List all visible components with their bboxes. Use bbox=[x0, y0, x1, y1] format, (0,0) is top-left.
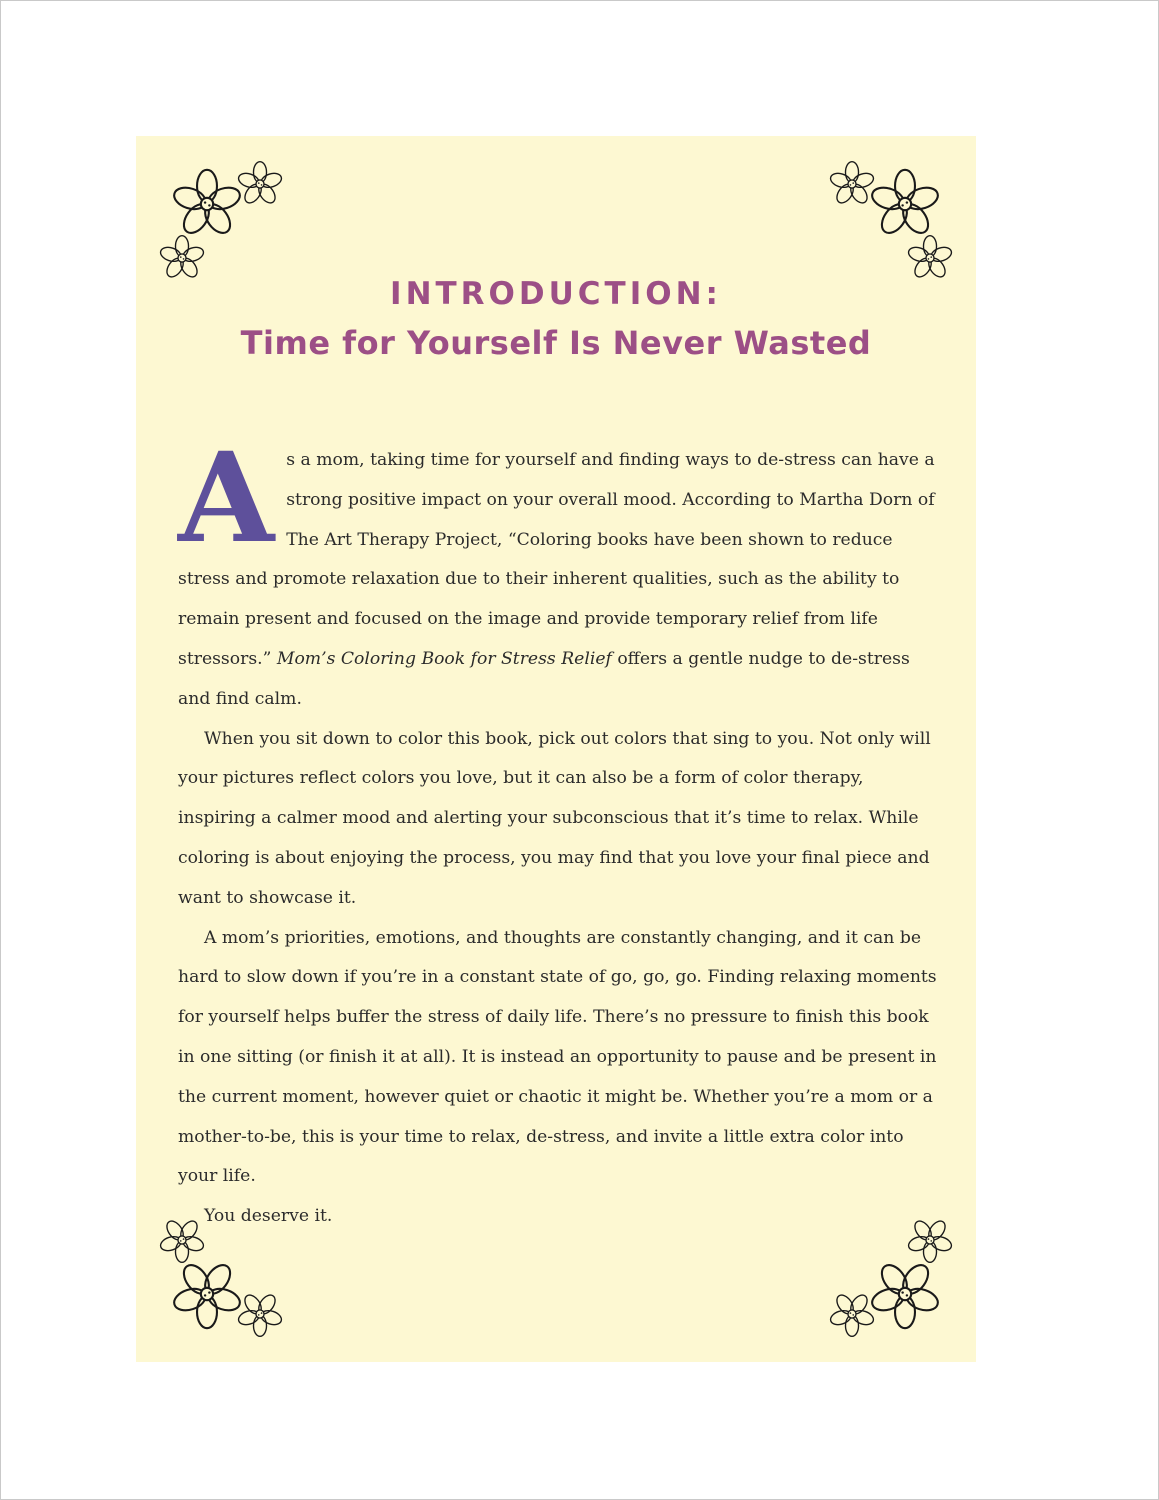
paragraph-text: offers a gentle nudge to de-stress and find calm. bbox=[178, 648, 910, 709]
intro-panel bbox=[136, 136, 976, 1362]
paragraph: When you sit down to color this book, pick out colors that sing to you. Not only will your pictures reflect colors you love, but it can also be a form of color therapy, inspiring a calmer mood and alerting your subconscious that it’s time to relax. While coloring is about enjoying the process, you may find that you love your final piece and want to showcase it. bbox=[178, 728, 931, 908]
paragraph: A mom’s priorities, emotions, and thoughts are constantly changing, and it can be hard to slow down if you’re in a constant state of go, go, go. Finding relaxing moments for yourself helps buffer the stress of daily life. There’s no pressure to finish this book in one sitting (or finish it at all). It is instead an opportunity to pause and be present in the current moment, however quiet or chaotic it might be. Whether you’re a mom or a mother-to-be, this is your time to relax, de-stress, and invite a little extra color into your life. bbox=[178, 927, 937, 1187]
paragraph bbox=[178, 426, 938, 720]
chapter-subtitle: Time for Yourself Is Never Wasted bbox=[240, 324, 872, 362]
drop-cap: A bbox=[178, 426, 275, 571]
flower-cluster-icon bbox=[150, 154, 295, 294]
chapter-title: INTRODUCTION: bbox=[390, 276, 722, 312]
intro-body bbox=[178, 426, 938, 1237]
book-title: Mom’s Coloring Book for Stress Relief bbox=[276, 648, 612, 669]
paragraph-text: s a mom, taking time for yourself and finding ways to de-stress can have a strong positive impact on your overall mood. According to Martha Dorn of The Art Therapy Project, “Coloring books have been shown to reduce stress and promote relaxation due to their inherent qualities, such as the ability to remain present and focused on the image and provide temporary relief from life stressors.” bbox=[178, 450, 935, 669]
paragraph: You deserve it. bbox=[204, 1206, 333, 1227]
flower-cluster-icon bbox=[817, 154, 962, 294]
